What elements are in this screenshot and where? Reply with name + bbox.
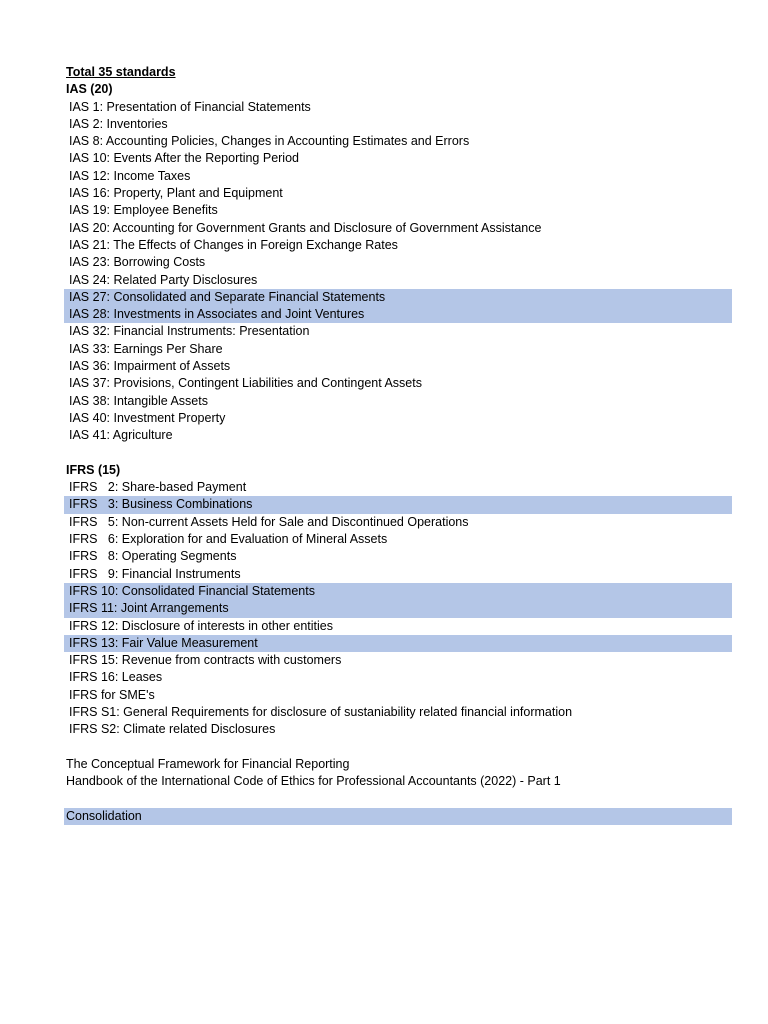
ias-standard-row: IAS 10: Events After the Reporting Period: [69, 151, 299, 166]
ias-heading: IAS (20): [66, 82, 113, 97]
ifrs-standard-row: IFRS S1: General Requirements for disclosure of sustaniability related financial information: [69, 704, 573, 719]
ias-standard-row: IAS 38: Intangible Assets: [69, 393, 208, 408]
ifrs-standard-row: IFRS 10: Consolidated Financial Statements: [64, 583, 732, 600]
ias-standard-row: IAS 19: Employee Benefits: [69, 203, 218, 218]
ifrs-standard-row: IFRS 6: Exploration for and Evaluation of Mineral Assets: [69, 532, 388, 547]
ias-standard-row: IAS 8: Accounting Policies, Changes in Accounting Estimates and Errors: [69, 134, 470, 149]
ias-standard-row: IAS 28: Investments in Associates and Joint Ventures: [64, 306, 732, 323]
ifrs-standard-row: IFRS 12: Disclosure of interests in other entities: [69, 618, 334, 633]
ifrs-standard-row: IFRS S2: Climate related Disclosures: [69, 722, 276, 737]
ias-standard-row: IAS 16: Property, Plant and Equipment: [69, 186, 283, 201]
ifrs-standard-row: IFRS 16: Leases: [69, 670, 163, 685]
ias-standard-row: IAS 37: Provisions, Contingent Liabilities and Contingent Assets: [69, 376, 422, 391]
ias-list: [64, 99, 732, 445]
spacer-row: [64, 739, 732, 756]
ias-standard-row: IAS 2: Inventories: [69, 116, 168, 131]
spacer-row: [64, 445, 732, 462]
ias-standard-row: IAS 41: Agriculture: [69, 428, 173, 443]
ifrs-list: [64, 479, 732, 738]
conceptual-framework-row: The Conceptual Framework for Financial Reporting: [66, 756, 350, 771]
ias-standard-row: IAS 1: Presentation of Financial Statements: [69, 99, 311, 114]
ias-standard-row: IAS 24: Related Party Disclosures: [69, 272, 258, 287]
ifrs-standard-row: IFRS for SME's: [69, 687, 155, 702]
sheet-title: Total 35 standards: [66, 65, 176, 79]
ias-standard-row: IAS 23: Borrowing Costs: [69, 255, 206, 270]
ifrs-standard-row: IFRS 2: Share-based Payment: [69, 480, 247, 495]
ifrs-standard-row: IFRS 3: Business Combinations: [64, 496, 732, 513]
consolidation-row: Consolidation: [64, 808, 732, 825]
ias-standard-row: IAS 40: Investment Property: [69, 410, 226, 425]
ifrs-standard-row: IFRS 13: Fair Value Measurement: [64, 635, 732, 652]
ifrs-standard-row: IFRS 15: Revenue from contracts with customers: [69, 653, 342, 668]
standards-sheet: [64, 64, 732, 825]
ifrs-heading: IFRS (15): [66, 462, 121, 477]
ifrs-standard-row: IFRS 11: Joint Arrangements: [64, 600, 732, 617]
ifrs-standard-row: IFRS 9: Financial Instruments: [69, 566, 241, 581]
ias-standard-row: IAS 33: Earnings Per Share: [69, 341, 223, 356]
ias-standard-row: IAS 20: Accounting for Government Grants and Disclosure of Government Assistance: [69, 220, 542, 235]
ias-standard-row: IAS 27: Consolidated and Separate Financial Statements: [64, 289, 732, 306]
ias-standard-row: IAS 12: Income Taxes: [69, 168, 191, 183]
ifrs-standard-row: IFRS 8: Operating Segments: [69, 549, 237, 564]
ethics-handbook-row: Handbook of the International Code of Ethics for Professional Accountants (2022) - Part 1: [66, 774, 561, 789]
ias-standard-row: IAS 21: The Effects of Changes in Foreign Exchange Rates: [69, 237, 398, 252]
ifrs-standard-row: IFRS 5: Non-current Assets Held for Sale and Discontinued Operations: [69, 514, 469, 529]
ias-standard-row: IAS 36: Impairment of Assets: [69, 359, 231, 374]
spacer-row: [64, 790, 732, 807]
ias-standard-row: IAS 32: Financial Instruments: Presentation: [69, 324, 310, 339]
